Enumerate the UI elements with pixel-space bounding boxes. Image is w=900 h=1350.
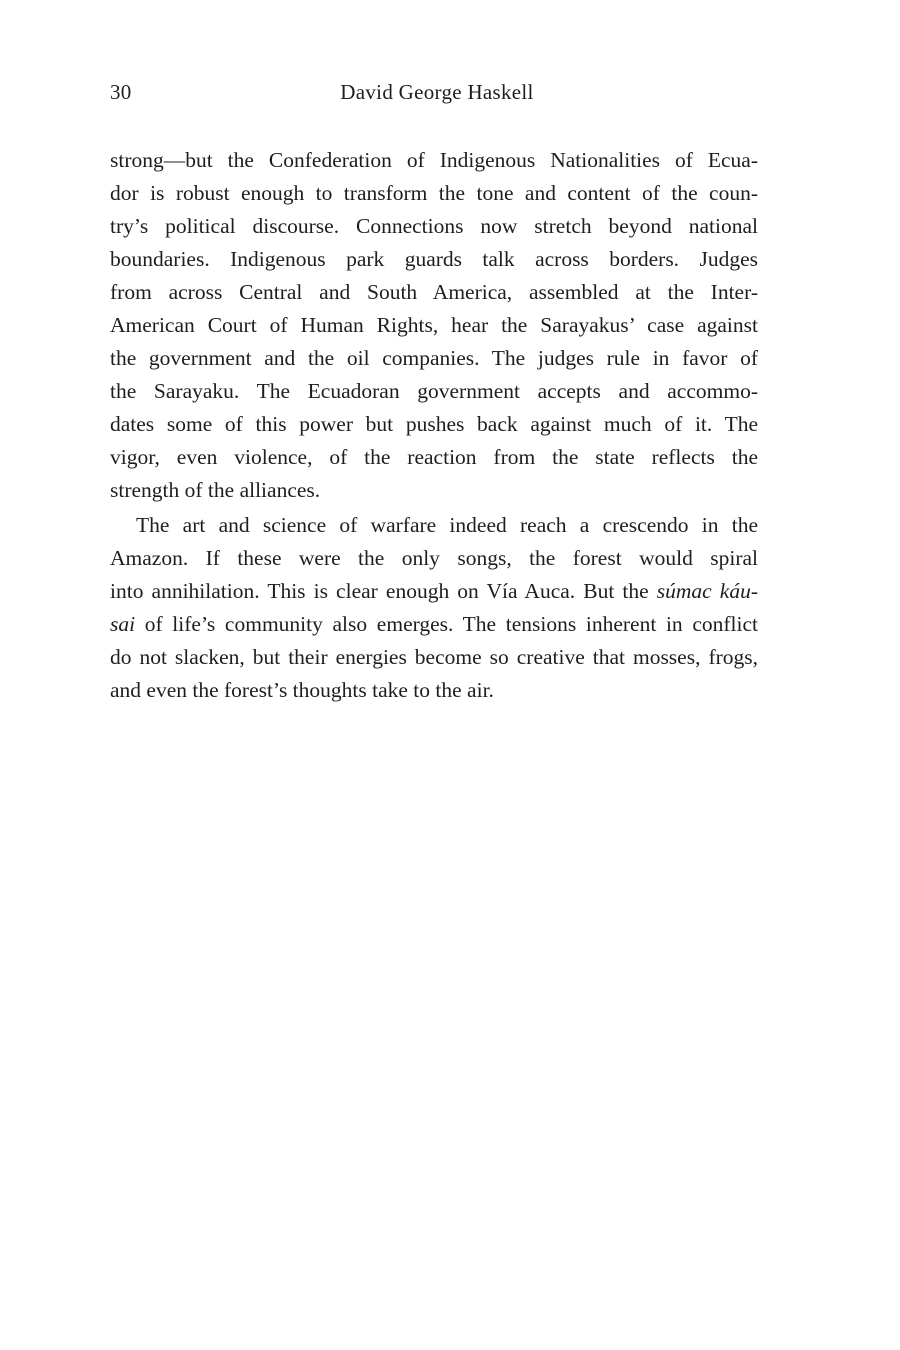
text-run: of life’s community also emerges. The tensions inherent in conflict [135, 612, 758, 636]
text-line: Amazon. If these were the only songs, the forest would spiral [110, 546, 758, 570]
text-line: from across Central and South America, assembled at the Inter- [110, 280, 758, 304]
paragraph-2 [110, 509, 758, 707]
italic-term: sai [110, 612, 136, 636]
text-line: try’s political discourse. Connections now stretch beyond national [110, 214, 758, 238]
text-line [110, 608, 758, 641]
text-line: The art and science of warfare indeed reach a crescendo in the [136, 513, 758, 537]
text-line: strength of the alliances. [110, 478, 321, 502]
text-line: boundaries. Indigenous park guards talk across borders. Judges [110, 247, 758, 271]
running-title: David George Haskell [340, 80, 534, 104]
text-run: into annihilation. This is clear enough on Vía Auca. But the [110, 579, 657, 603]
paragraph-1 [110, 144, 758, 507]
text-line: strong—but the Confederation of Indigenous Nationalities of Ecua- [110, 148, 758, 172]
page-number: 30 [110, 80, 132, 104]
text-line [110, 575, 758, 608]
text-line: American Court of Human Rights, hear the Sarayakus’ case against [110, 313, 758, 337]
text-line: do not slacken, but their energies become so creative that mosses, frogs, [110, 645, 758, 669]
text-line: dor is robust enough to transform the tone and content of the coun- [110, 181, 758, 205]
text-line: dates some of this power but pushes back against much of it. The [110, 412, 758, 436]
text-line: the government and the oil companies. The judges rule in favor of [110, 346, 758, 370]
text-line: vigor, even violence, of the reaction from the state reflects the [110, 445, 758, 469]
italic-term: súmac káu- [656, 579, 758, 603]
text-line: the Sarayaku. The Ecuadoran government accepts and accommo- [110, 379, 758, 403]
body-text [110, 144, 758, 707]
running-head [110, 80, 758, 110]
text-line: and even the forest’s thoughts take to the air. [110, 678, 494, 702]
